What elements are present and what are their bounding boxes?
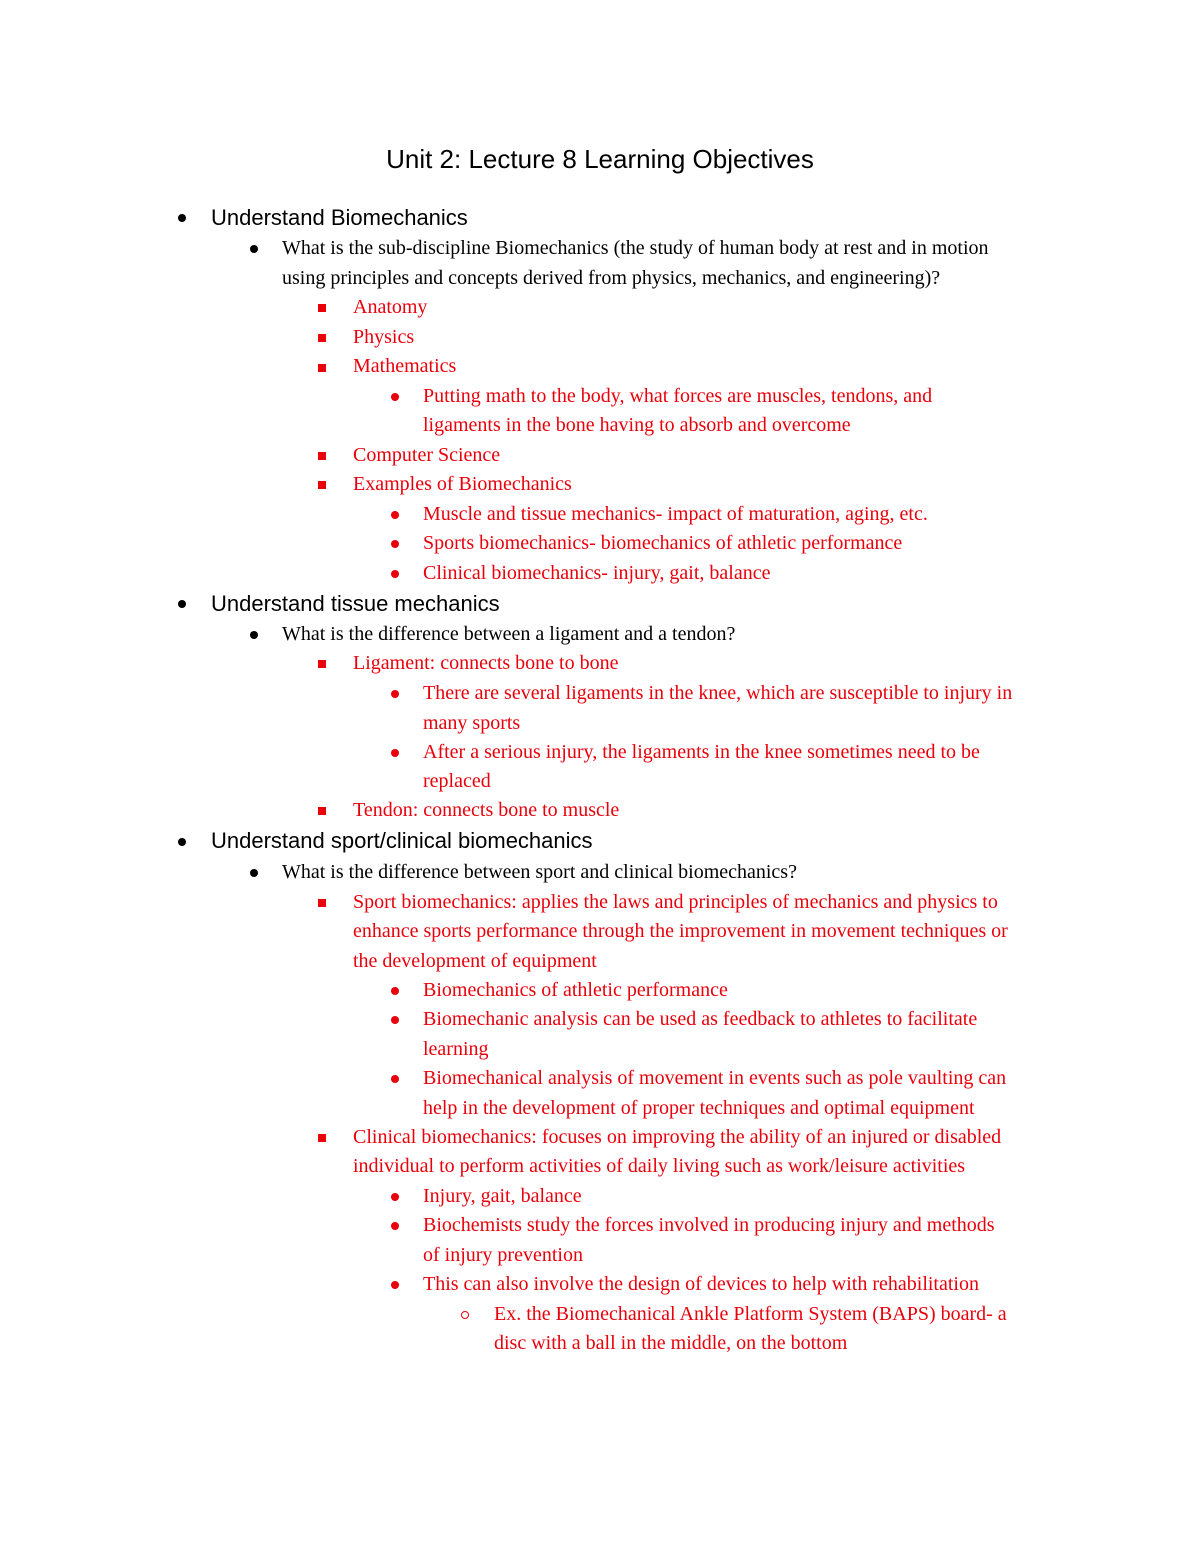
bullet-square-icon — [318, 660, 326, 668]
bullet-square-icon — [318, 1134, 326, 1142]
bullet-square-icon — [318, 481, 326, 489]
bullet-dot-icon — [391, 987, 399, 995]
bullet-dot-icon — [391, 690, 399, 698]
page-title: Unit 2: Lecture 8 Learning Objectives — [386, 144, 814, 174]
bullet-dot-icon — [391, 749, 399, 757]
bullet-dot-icon — [250, 869, 258, 877]
bullet-dot-icon — [391, 1281, 399, 1289]
bullet-dot-icon — [250, 631, 258, 639]
bullet-circle-icon — [461, 1311, 469, 1319]
bullet-dot-icon — [178, 600, 186, 608]
bullet-square-icon — [318, 807, 326, 815]
bullet-dot-icon — [391, 1016, 399, 1024]
bullet-dot-icon — [391, 1193, 399, 1201]
bullet-dot-icon — [391, 1075, 399, 1083]
bullet-dot-icon — [391, 540, 399, 548]
bullet-square-icon — [318, 364, 326, 372]
bullet-dot-icon — [178, 214, 186, 222]
document-page: Unit 2: Lecture 8 Learning Objectives Understand Biomechanics What is the sub-discipline Biomechanics (the study of human body at rest and in motion using principles and concepts derived from physics, mechanics, and engineering)? Anatomy Physics Mathematics Putting math to the body, what forces are muscles, tendons, and ligaments in the bone having to absorb and overcome Computer Science Examples of Biomechanics Muscle and tissue mechanics- impact of maturation, aging, etc. Sports biomechanics- biomechanics of athletic performance Clinical biomechanics- injury, gait, balance Understand tissue mechanics What is the difference between a ligament and a tendon? Ligament: connects bone to bone There are several ligaments in the knee, which are susceptible to injury in many sports After a serious injury, the ligaments in the knee sometimes need to be replaced Tendon: connects bone to muscle Understand sport/clinical biomechanics What is the difference between sport and clinical biomechanics? Sport biomechanics: applies the laws and principles of mechanics and physics to enhance sports performance through the improvement in movement techniques or the development of equipment Biomechanics of athletic performance Biomechanic analysis can be used as feedback to athletes to facilitate learning Biomechanical analysis of movement in events such as pole vaulting can help in the development of proper techniques and optimal equipment Clinical biomechanics: focuses on improving the ability of an injured or disabled individual to perform activities of daily living such as work/leisure activities Injury, gait, balance Biochemists study the forces involved in producing injury and methods of injury prevention This can also involve the design of devices to help with rehabilitation Ex. the Biomechanical Ankle Platform System (BAPS) board- a disc with a ball in the middle, on the bottom — [0, 0, 1200, 1553]
bullet-square-icon — [318, 899, 326, 907]
bullet-square-icon — [318, 334, 326, 342]
bullet-dot-icon — [178, 838, 186, 846]
bullet-square-icon — [318, 304, 326, 312]
bullet-square-icon — [318, 452, 326, 460]
bullet-dot-icon — [391, 393, 399, 401]
bullet-dot-icon — [250, 245, 258, 253]
bullet-dot-icon — [391, 1222, 399, 1230]
bullet-dot-icon — [391, 570, 399, 578]
bullet-dot-icon — [391, 511, 399, 519]
